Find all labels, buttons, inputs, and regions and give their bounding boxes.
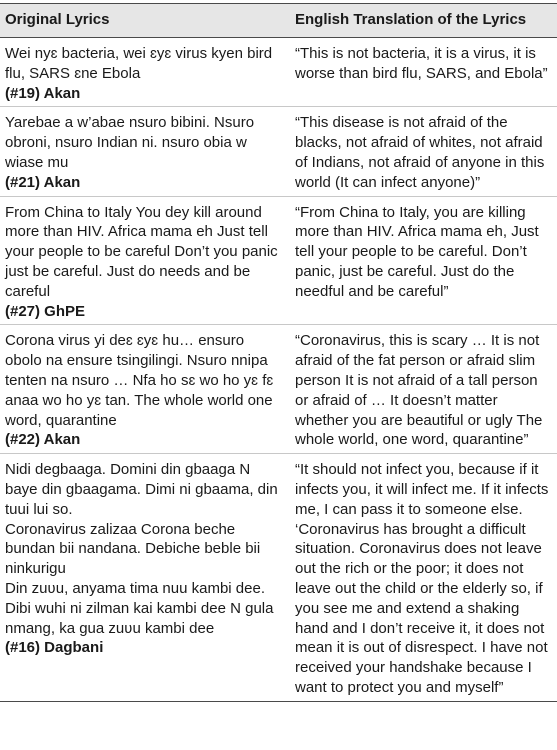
table-row xyxy=(0,454,557,702)
original-lyrics-paragraph: Nidi degbaaga. Domini din gbaaga N baye din gbaagama. Dimi ni gbaama, din tuui lui so. xyxy=(5,461,278,518)
table-row xyxy=(0,325,557,454)
translation-cell xyxy=(290,454,557,702)
original-lyrics-paragraph: Din zuʋu, anyama tima nuu kambi dee. Dibi wuhi ni zilman kai kambi dee N gula nmang, ka gua zuʋu kambi dee xyxy=(5,579,274,637)
table-row xyxy=(0,38,557,107)
table-header-row xyxy=(0,4,557,38)
table-row xyxy=(0,196,557,325)
table-row xyxy=(0,107,557,196)
translation-text: “It should not infect you, because if it infects you, it will infect me. If it infects me, I can pass it to someone else. ‘Coronavirus has brought a difficult situation. Coronavirus does not leave out the rich or the poor; it does not leave out the child or the elderly so, if you see me and extend a shaking hand and I don’t receive it, it does not mean it is out of disrespect. I have not received your handshake because I want to protect you and myself” xyxy=(295,461,549,696)
original-lyrics-cell xyxy=(0,454,290,702)
header-english-translation: English Translation of the Lyrics xyxy=(290,4,557,38)
source-tag: (#16) Dagbani xyxy=(5,639,104,657)
source-tag: (#22) Akan xyxy=(5,431,81,449)
lyrics-table xyxy=(0,3,557,702)
translation-text: “This disease is not afraid of the blacks, not afraid of whites, not afraid of Indians, not afraid of anyone in this world (It can infect anyone)” xyxy=(295,114,545,191)
original-lyrics-text: From China to Italy You dey kill around more than HIV. Africa mama eh Just tell your people to be careful Don’t you panic just be careful. Just do needs and be careful xyxy=(5,203,278,300)
original-lyrics-text: Corona virus yi deɛ ɛyɛ hu… ensuro obolo na ensure tsingilingi. Nsuro nnipa tenten na nsuro … Nfa ho sɛ wo ho yɛ fɛ anaa wo ho yɛ tan. The whole world one word, quarantine xyxy=(5,332,274,429)
translation-cell xyxy=(290,196,557,325)
translation-text: “From China to Italy, you are killing more than HIV. Africa mama eh, Just tell your people to be careful. Don’t panic, just be careful. Just do the needful and be careful” xyxy=(295,203,539,300)
original-lyrics-cell xyxy=(0,38,290,107)
original-lyrics-cell xyxy=(0,107,290,196)
source-tag: (#21) Akan xyxy=(5,173,81,191)
translation-text: “This is not bacteria, it is a virus, it is worse than bird flu, SARS, and Ebola” xyxy=(295,45,548,82)
translation-text: “Coronavirus, this is scary … It is not afraid of the fat person or afraid slim person It is not afraid of a tall person or afraid of … It doesn’t matter whether you are beautiful or ugly The whole world, one word, quarantine” xyxy=(295,332,543,449)
source-tag: (#27) GhPE xyxy=(5,302,86,320)
translation-cell xyxy=(290,38,557,107)
translation-cell xyxy=(290,107,557,196)
original-lyrics-cell xyxy=(0,196,290,325)
original-lyrics-paragraph: Coronavirus zalizaa Corona beche bundan bii nandana. Debiche beble bii ninkurigu xyxy=(5,520,261,578)
translation-cell xyxy=(290,325,557,454)
source-tag: (#19) Akan xyxy=(5,84,81,102)
header-original-lyrics: Original Lyrics xyxy=(0,4,290,38)
original-lyrics-text: Wei nyɛ bacteria, wei ɛyɛ virus kyen bird flu, SARS ɛne Ebola xyxy=(5,45,273,82)
original-lyrics-text: Yarebae a w’abae nsuro bibini. Nsuro obroni, nsuro Indian ni. nsuro obia w wiase mu xyxy=(5,114,255,171)
original-lyrics-cell xyxy=(0,325,290,454)
